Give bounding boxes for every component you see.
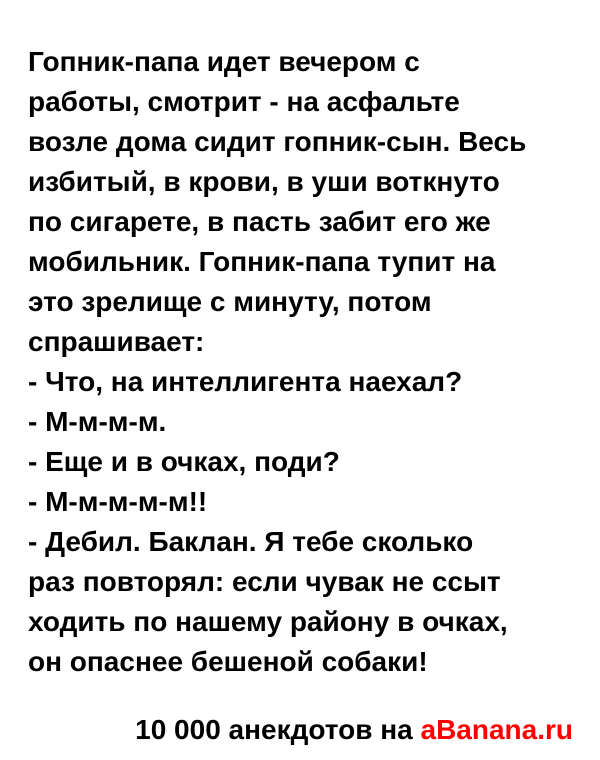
joke-line: ходить по нашему району в очках, bbox=[28, 606, 508, 637]
joke-line: мобильник. Гопник-папа тупит на bbox=[28, 246, 496, 277]
joke-line: он опаснее бешеной собаки! bbox=[28, 646, 428, 677]
joke-line: избитый, в крови, в уши воткнуто bbox=[28, 166, 500, 197]
joke-dialogue-line: - М-м-м-м-м!! bbox=[28, 486, 208, 517]
site-brand: aBanana.ru bbox=[420, 714, 573, 745]
joke-line: раз повторял: если чувак не ссыт bbox=[28, 566, 501, 597]
joke-dialogue-line: - Что, на интеллигента наехал? bbox=[28, 366, 463, 397]
joke-dialogue-line: - Дебил. Баклан. Я тебе сколько bbox=[28, 526, 474, 557]
footer-caption bbox=[0, 710, 600, 750]
joke-line: это зрелище с минуту, потом bbox=[28, 286, 432, 317]
joke-line: Гопник-папа идет вечером с bbox=[28, 46, 420, 77]
joke-line: возле дома сидит гопник-сын. Весь bbox=[28, 126, 527, 157]
joke-line: по сигарете, в пасть забит его же bbox=[28, 206, 491, 237]
joke-line: спрашивает: bbox=[28, 326, 205, 357]
footer-text: 10 000 анекдотов на bbox=[135, 714, 421, 745]
joke-dialogue-line: - М-м-м-м. bbox=[28, 406, 167, 437]
joke-line: работы, смотрит - на асфальте bbox=[28, 86, 460, 117]
joke-dialogue-line: - Еще и в очках, поди? bbox=[28, 446, 340, 477]
